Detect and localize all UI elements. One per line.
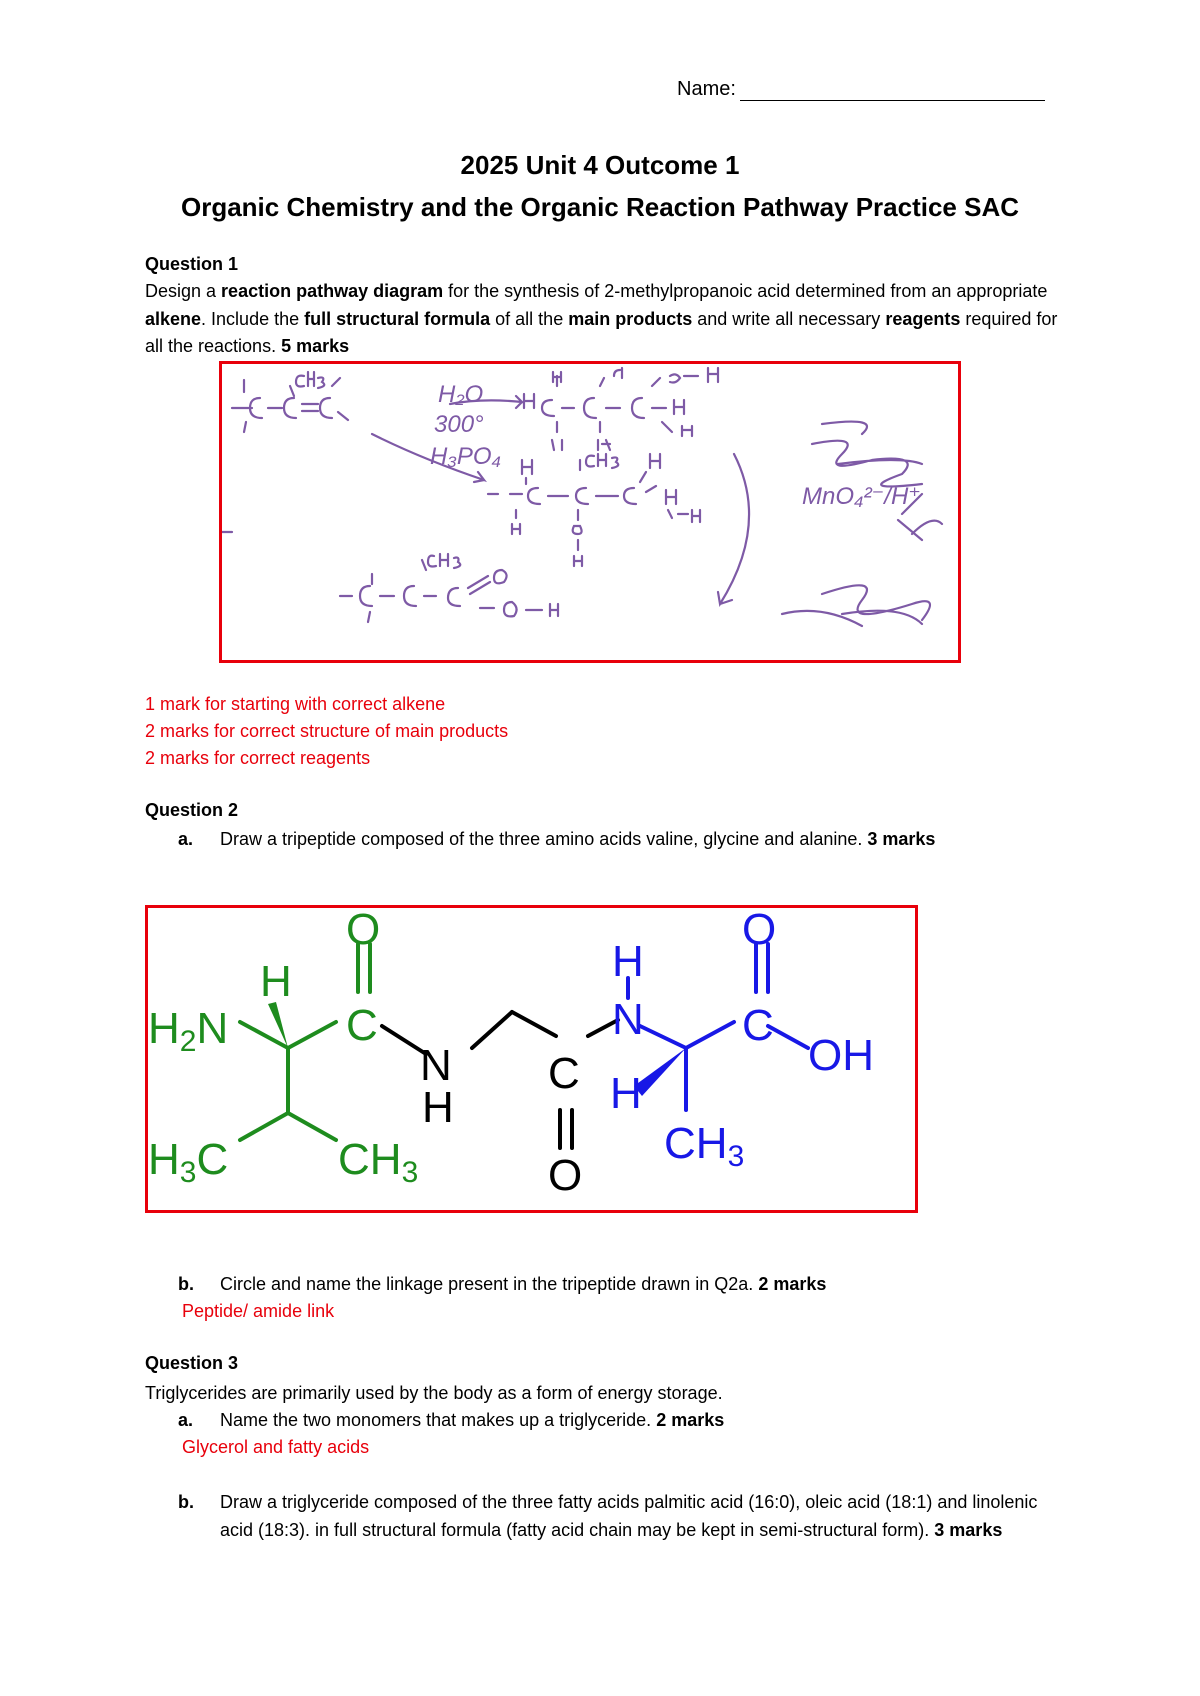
- glycine-carbonyl-o: O: [548, 1151, 583, 1200]
- q1-handwritten-pathway: [222, 364, 957, 659]
- alanine-h: H: [610, 1069, 642, 1118]
- valine-h3c: H3C: [148, 1135, 229, 1189]
- q3a-answer: Glycerol and fatty acids: [182, 1437, 370, 1457]
- name-field: [677, 78, 1045, 101]
- q2b-marker: b.: [178, 1274, 194, 1294]
- glycine-nh-h: H: [422, 1083, 454, 1132]
- q2b-answer: Peptide/ amide link: [182, 1301, 335, 1321]
- glycine-n: N: [420, 1041, 452, 1090]
- question-2-heading: Question 2: [145, 800, 239, 820]
- q3b-marker: b.: [178, 1492, 194, 1512]
- tripeptide-structure: [148, 908, 914, 1209]
- valine-ch3: CH3: [338, 1135, 419, 1189]
- question-1-heading: Question 1: [145, 254, 239, 274]
- q1-text-run: main products: [568, 308, 693, 329]
- q1-marking-3: 2 marks for correct reagents: [145, 748, 371, 768]
- alanine-oh: OH: [808, 1031, 874, 1080]
- q1-text-run: 5 marks: [281, 336, 350, 356]
- q3a-item: [178, 1407, 1058, 1435]
- reagent-oxidant: MnO₄²⁻/H⁺: [802, 483, 921, 510]
- q3b-marks: 3 marks: [934, 1519, 1003, 1540]
- reagent-water: H₂O: [438, 381, 484, 408]
- q1-text-run: required for all the reactions.: [145, 308, 1058, 356]
- q3a-text: Name the two monomers that makes up a triglyceride.: [220, 1410, 652, 1430]
- q2b-text: Circle and name the linkage present in the tripeptide drawn in Q2a.: [220, 1274, 754, 1294]
- alanine-n: N: [612, 995, 644, 1044]
- q1-marking-2: 2 marks for correct structure of main products: [145, 721, 509, 741]
- title-line-1: 2025 Unit 4 Outcome 1: [460, 150, 740, 180]
- reagent-catalyst: H₃PO₄: [430, 443, 502, 470]
- q1-marking-1: 1 mark for starting with correct alkene: [145, 694, 446, 714]
- q3a-marks: 2 marks: [656, 1410, 725, 1430]
- alanine-ch3: CH3: [664, 1119, 745, 1173]
- q2b-item: [178, 1271, 1058, 1299]
- alanine-nh-h: H: [612, 937, 644, 986]
- name-label: Name:: [677, 78, 736, 100]
- valine-h: H: [260, 957, 292, 1006]
- valine-carbonyl-o: O: [346, 908, 381, 954]
- q1-answer-box: [219, 361, 961, 663]
- q3-intro: Triglycerides are primarily used by the body as a form of energy storage.: [145, 1383, 723, 1403]
- q1-text-run: full structural formula: [304, 308, 491, 329]
- q1-text-run: for the synthesis of 2-methylpropanoic acid determined from an appropriate: [443, 281, 1048, 301]
- q1-text-run: reagents: [885, 308, 961, 329]
- q1-text-run: Design a: [145, 281, 222, 301]
- name-underline: [740, 80, 1045, 101]
- q1-text-run: and write all necessary: [692, 308, 886, 329]
- q2a-marks: 3 marks: [867, 829, 936, 849]
- q1-text-run: alkene: [145, 308, 202, 329]
- q1-text-run: of all the: [490, 308, 569, 329]
- reagent-temperature: 300°: [434, 411, 484, 438]
- alanine-carbonyl-c: C: [742, 1001, 774, 1050]
- q2-answer-box: [145, 905, 918, 1213]
- q1-text-run: reaction pathway diagram: [221, 281, 444, 301]
- q3b-text: Draw a triglyceride composed of the three fatty acids palmitic acid (16:0), oleic acid (18:1) and linolenic acid (18:3). in full structural formula (fatty acid chain may be kept in semi-structural form).: [220, 1492, 1038, 1540]
- title-line-2: Organic Chemistry and the Organic Reaction Pathway Practice SAC: [180, 192, 1020, 222]
- q2a-marker: a.: [178, 829, 194, 849]
- q2a-item: [178, 826, 1058, 854]
- valine-h2n: H2N: [148, 1004, 229, 1058]
- alanine-carbonyl-o: O: [742, 908, 777, 954]
- question-3-heading: Question 3: [145, 1353, 239, 1373]
- q3b-item: [178, 1489, 1048, 1544]
- q2b-marks: 2 marks: [758, 1274, 827, 1294]
- glycine-carbonyl-c: C: [548, 1049, 580, 1098]
- q2a-text: Draw a tripeptide composed of the three amino acids valine, glycine and alanine.: [220, 829, 863, 849]
- q1-text-run: . Include the: [201, 308, 305, 329]
- valine-carbonyl-c: C: [346, 1001, 378, 1050]
- q3a-marker: a.: [178, 1410, 194, 1430]
- alanine-wedge-bond: [634, 1048, 686, 1096]
- question-1-text: [145, 278, 1065, 361]
